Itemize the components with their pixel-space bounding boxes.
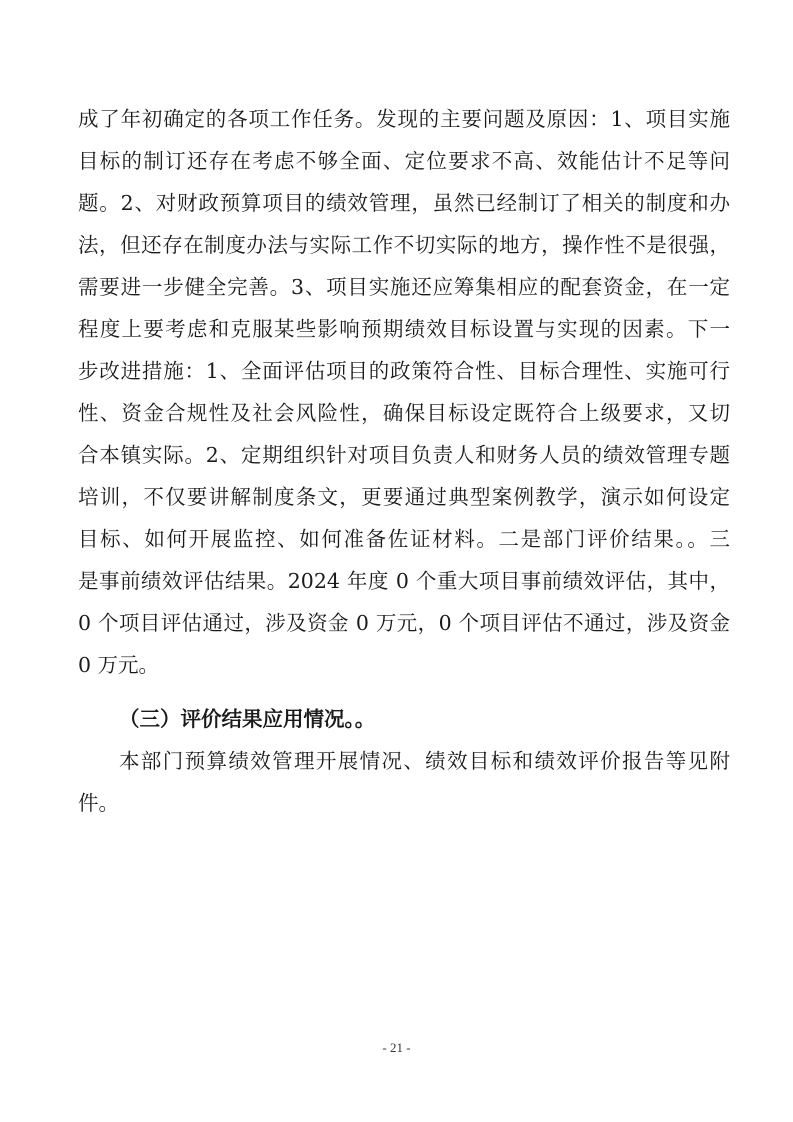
paragraph-line: 成了年初确定的各项工作任务。发现的主要问题及原因：1、项目实施: [78, 107, 730, 131]
paragraph-line: 法，但还存在制度办法与实际工作不切实际的地方，操作性不是很强，: [78, 233, 730, 257]
paragraph-line: 题。2、对财政预算项目的绩效管理，虽然已经制订了相关的制度和办: [78, 191, 730, 215]
paragraph-line: 性、资金合规性及社会风险性，确保目标设定既符合上级要求，又切: [78, 401, 730, 425]
section-heading: （三）评价结果应用情况。。: [119, 707, 376, 731]
paragraph-line: 本部门预算绩效管理开展情况、绩效目标和绩效评价报告等见附: [119, 749, 730, 773]
paragraph-line: 目标、如何开展监控、如何准备佐证材料。二是部门评价结果。。三: [78, 527, 730, 551]
body-paragraph-2: [78, 740, 730, 824]
paragraph-line: 目标的制订还存在考虑不够全面、定位要求不高、效能估计不足等问: [78, 149, 730, 173]
paragraph-line: 是事前绩效评估结果。2024 年度 0 个重大项目事前绩效评估，其中，: [78, 569, 730, 593]
paragraph-line: 0 万元。: [78, 653, 160, 677]
paragraph-line: 培训，不仅要讲解制度条文，更要通过典型案例教学，演示如何设定: [78, 485, 730, 509]
body-paragraph: [78, 98, 730, 686]
paragraph-line: 程度上要考虑和克服某些影响预期绩效目标设置与实现的因素。下一: [78, 317, 730, 341]
paragraph-line: 步改进措施：1、全面评估项目的政策符合性、目标合理性、实施可行: [78, 359, 730, 383]
paragraph-line: 件。: [78, 791, 119, 815]
paragraph-line: 0 个项目评估通过，涉及资金 0 万元，0 个项目评估不通过，涉及资金: [78, 611, 730, 635]
page-number: - 21 -: [382, 1040, 411, 1055]
paragraph-line: 合本镇实际。2、定期组织针对项目负责人和财务人员的绩效管理专题: [78, 443, 730, 467]
paragraph-line: 需要进一步健全完善。3、项目实施还应筹集相应的配套资金，在一定: [78, 275, 730, 299]
